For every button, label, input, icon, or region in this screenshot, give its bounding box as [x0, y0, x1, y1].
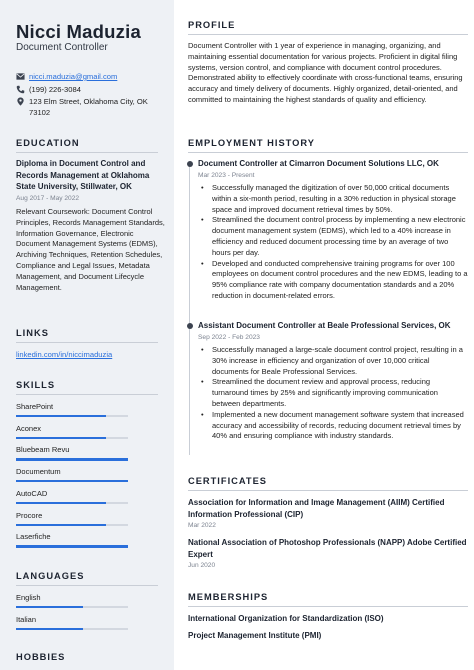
profile-heading: PROFILE	[188, 20, 236, 30]
job-bullets	[198, 345, 468, 442]
envelope-icon	[16, 72, 25, 81]
email-link[interactable]: nicci.maduzia@gmail.com	[29, 72, 118, 81]
job-bullet: • Developed and conducted comprehensive training programs for over 100 employees on document control procedures and the new EDMS, leading to a 95% compliance rate with company documentation standards and a 20% reduction in document-related errors.	[198, 259, 468, 302]
level-bar-fill	[16, 415, 106, 417]
skill-name: Aconex	[16, 423, 42, 433]
language-name: Italian	[16, 614, 37, 624]
level-bar	[16, 480, 128, 482]
level-bar	[16, 606, 128, 608]
skill-name: Laserfiche	[16, 532, 51, 542]
education-dates: Aug 2017 - May 2022	[16, 195, 80, 202]
education-heading: EDUCATION	[16, 138, 80, 148]
skill-item	[16, 532, 128, 542]
candidate-name: Nicci Maduzia	[16, 21, 141, 42]
languages-heading: LANGUAGES	[16, 571, 85, 581]
links-heading: LINKS	[16, 328, 49, 338]
skill-name: SharePoint	[16, 402, 54, 411]
certificate-date: Jun 2020	[188, 562, 216, 569]
education-coursework: Relevant Coursework: Document Control Principles, Records Management Standards, Information Governance, Electronic Document Management Systems (EDMS), Archiving Techniques, Retention Schedules, Compliance and Legal Issues, Metadata Management, and Document Lifecycle Management.	[16, 207, 165, 292]
certificates-divider	[188, 490, 468, 491]
phone-text: (199) 226-3084	[29, 85, 81, 94]
job-dates: Mar 2023 - Present	[198, 172, 255, 179]
level-bar-fill	[16, 458, 128, 460]
job-bullet: • Streamlined the document review and approval process, reducing turnaround times by 25% and significantly improving communication between departments.	[198, 377, 468, 409]
membership-item: International Organization for Standardization (ISO)	[188, 614, 384, 623]
timeline-dot-icon	[187, 323, 193, 329]
hobbies-heading: HOBBIES	[16, 652, 66, 662]
level-bar	[16, 502, 128, 504]
skill-name: Documentum	[16, 467, 61, 477]
job-bullet: • Successfully managed a large-scale document control project, resulting in a 30% increase in efficiency and organization of over 10,000 critical documents for Beale Professional Services.	[198, 345, 468, 377]
candidate-title: Document Controller	[16, 42, 108, 53]
job-title: Assistant Document Controller at Beale Professional Services, OK	[198, 321, 451, 330]
skill-item	[16, 511, 128, 521]
timeline-line	[189, 165, 190, 455]
memberships-divider	[188, 606, 468, 607]
skills-divider	[16, 394, 158, 395]
skill-item	[16, 467, 128, 477]
level-bar-fill	[16, 628, 83, 630]
skill-name: Procore	[16, 510, 43, 520]
languages-divider	[16, 585, 158, 586]
skill-item	[16, 402, 128, 412]
job-bullets	[198, 183, 468, 302]
job-bullet: • Successfully managed the digitization of over 50,000 critical documents within a six-month period, resulting in a 30% reduction in physical storage space and improved document retrieval times by 50%.	[198, 183, 468, 215]
employment-divider	[188, 152, 468, 153]
skill-item	[16, 489, 128, 499]
address-line-1: 123 Elm Street, Oklahoma City, OK	[29, 97, 148, 106]
level-bar-fill	[16, 606, 83, 608]
education-divider	[16, 152, 158, 153]
level-bar	[16, 458, 128, 460]
job-title: Document Controller at Cimarron Document Solutions LLC, OK	[198, 159, 439, 168]
certificate-title: National Association of Photoshop Professionals (NAPP) Adobe Certified Expert	[188, 538, 467, 559]
linkedin-link[interactable]: linkedin.com/in/niccimaduzia	[16, 350, 113, 359]
skills-heading: SKILLS	[16, 380, 56, 390]
skill-item	[16, 424, 128, 434]
certificate-date: Mar 2022	[188, 522, 216, 529]
profile-divider	[188, 34, 468, 35]
timeline-dot-icon	[187, 161, 193, 167]
address-line-2: 73102	[29, 108, 51, 117]
job-dates: Sep 2022 - Feb 2023	[198, 334, 260, 341]
links-divider	[16, 342, 158, 343]
level-bar	[16, 415, 128, 417]
certificate-title: Association for Information and Image Management (AIIM) Certified Information Professional (CIP)	[188, 498, 445, 519]
certificates-heading: CERTIFICATES	[188, 476, 267, 486]
employment-heading: EMPLOYMENT HISTORY	[188, 138, 315, 148]
level-bar	[16, 628, 128, 630]
main-content	[174, 0, 474, 670]
job-bullet: • Implemented a new document management software system that increased accuracy and accessibility of records, reducing document retrieval times by 40% and ensuring compliance with industry standards.	[198, 410, 468, 442]
phone-icon	[16, 85, 25, 94]
map-pin-icon	[16, 97, 25, 106]
profile-text: Document Controller with 1 year of experience in managing, organizing, and maintaining essential documentation for various projects. Proficient in digital filing systems, version control, and compliance with document control procedures. Demonstrated ability to effectively coordinate with cross-functional teams, ensuring accuracy and timely delivery of documents. Highly organized, detail-oriented, and committed to maintaining the highest standards of quality and efficiency.	[188, 41, 463, 104]
education-degree: Diploma in Document Control and Records Management at Oklahoma State University, Stillwater, OK	[16, 159, 150, 191]
language-name: English	[16, 593, 41, 602]
sidebar	[0, 0, 174, 670]
memberships-heading: MEMBERSHIPS	[188, 592, 269, 602]
level-bar-fill	[16, 502, 106, 504]
skill-name: AutoCAD	[16, 488, 48, 498]
skill-item	[16, 445, 128, 455]
language-item	[16, 593, 128, 603]
level-bar	[16, 545, 128, 547]
level-bar-fill	[16, 437, 106, 439]
level-bar-fill	[16, 545, 128, 547]
job-bullet: • Streamlined the document control process by implementing a new electronic document management system (EDMS), which led to a 40% increase in efficiency and reduced document processing time by an average of two hours per day.	[198, 215, 468, 258]
level-bar-fill	[16, 480, 128, 482]
language-item	[16, 615, 128, 625]
level-bar-fill	[16, 524, 106, 526]
membership-item: Project Management Institute (PMI)	[188, 631, 322, 640]
level-bar	[16, 524, 128, 526]
level-bar	[16, 437, 128, 439]
skill-name: Bluebeam Revu	[16, 445, 70, 455]
